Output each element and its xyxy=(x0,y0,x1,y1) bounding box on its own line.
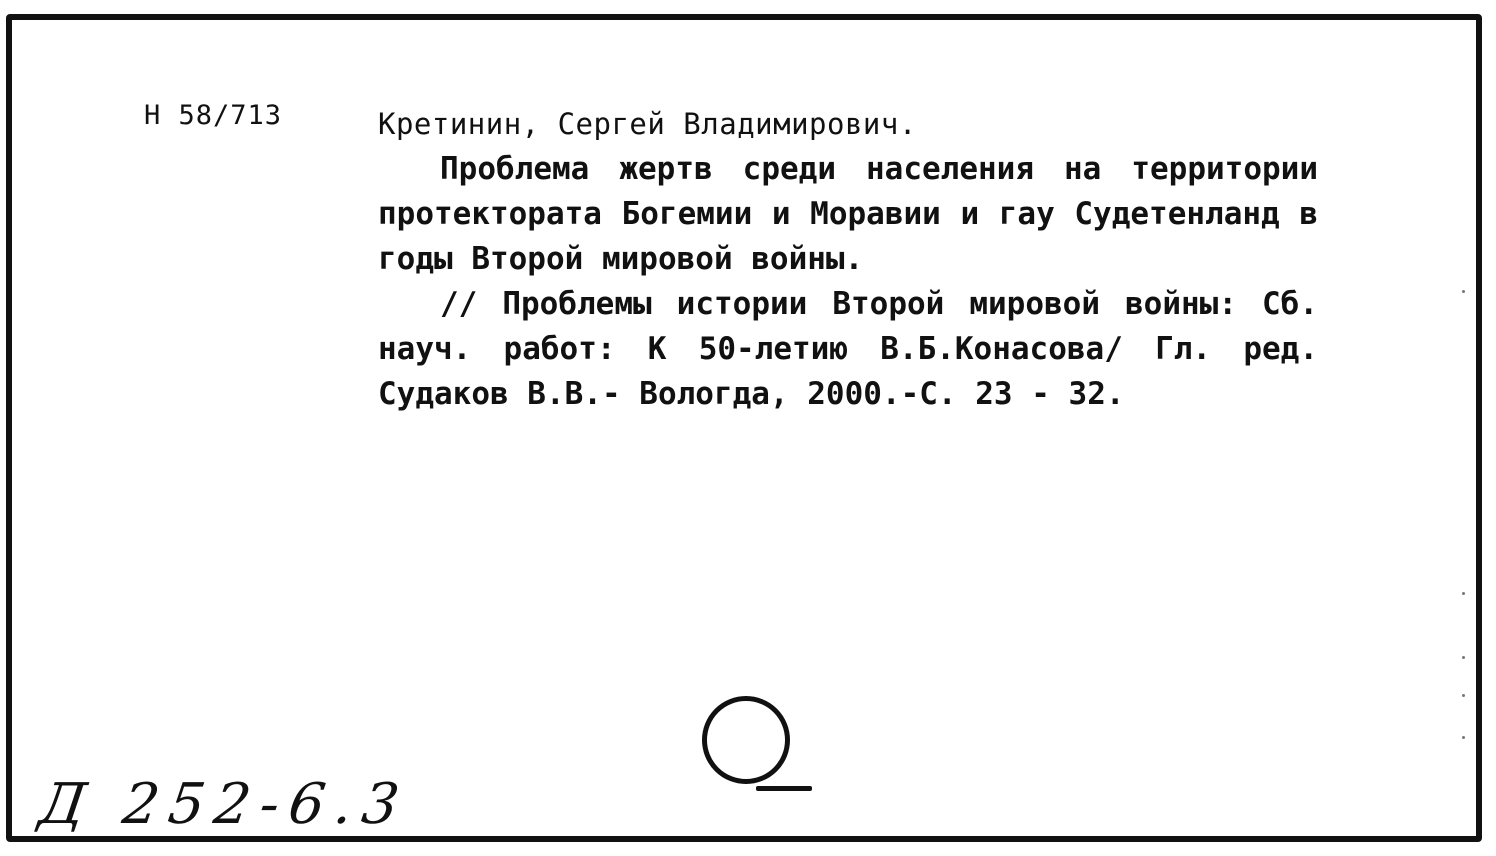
call-number: Н 58/713 xyxy=(144,100,283,131)
punch-hole-mark xyxy=(756,786,812,791)
punch-hole-icon xyxy=(702,696,790,784)
handwritten-shelf-mark: Д 252-6.3 xyxy=(35,772,413,837)
bibliographic-entry xyxy=(378,102,1318,417)
source-paragraph: // Проблемы истории Второй мировой войны: Сб. науч. работ: К 50-летию В.Б.Конасова/ Гл. ред. Судаков В.В.- Вологда, 2000.-С. 23 - 32. xyxy=(378,286,1318,412)
scan-artifact-dots xyxy=(1462,290,1466,750)
catalog-card xyxy=(6,14,1482,842)
title-paragraph: Проблема жертв среди населения на территории протектората Богемии и Моравии и гау Судетенланд в годы Второй мировой войны. xyxy=(378,151,1318,277)
author-heading: Кретинин, Сергей Владимирович. xyxy=(378,107,917,141)
